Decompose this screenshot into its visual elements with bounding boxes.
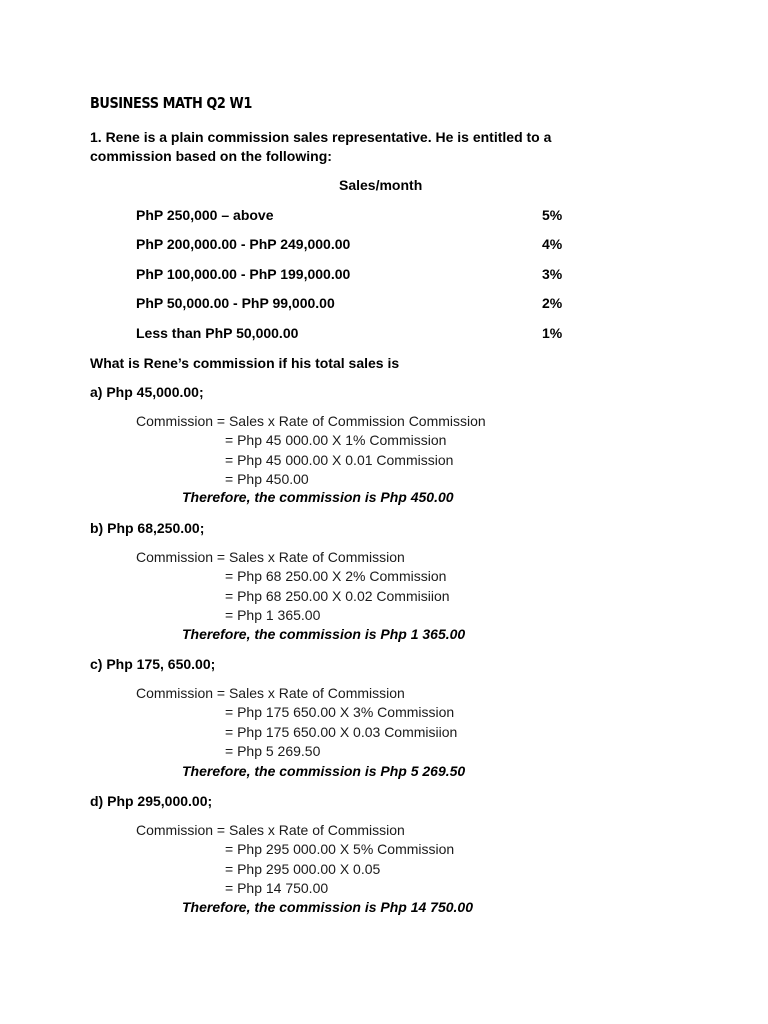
solution-line: = Php 295 000.00 X 5% Commission <box>225 841 455 858</box>
document-title: BUSINESS MATH Q2 W1 <box>90 94 252 112</box>
solution-line: = Php 175 650.00 X 0.03 Commisiion <box>225 723 458 740</box>
tier-range: PhP 50,000.00 - PhP 99,000.00 <box>136 295 335 311</box>
solution-line: = Php 175 650.00 X 3% Commission <box>225 704 455 721</box>
conclusion: Therefore, the commission is Php 450.00 <box>182 489 454 505</box>
problem-label: a) Php 45,000.00; <box>90 384 204 400</box>
conclusion: Therefore, the commission is Php 14 750.00 <box>182 899 473 915</box>
solution-line: Commission = Sales x Rate of Commission <box>136 685 405 701</box>
solution-line: = Php 450.00 <box>225 470 309 487</box>
solution-line: = Php 1 365.00 <box>225 606 321 623</box>
solution-line: Commission = Sales x Rate of Commission <box>136 549 405 565</box>
solution-line: = Php 68 250.00 X 2% Commission <box>225 568 447 585</box>
table-header: Sales/month <box>339 177 423 193</box>
tier-range: PhP 200,000.00 - PhP 249,000.00 <box>136 236 351 252</box>
solution-line: = Php 45 000.00 X 1% Commission <box>225 432 447 449</box>
conclusion: Therefore, the commission is Php 5 269.50 <box>182 763 466 779</box>
tier-rate: 2% <box>542 295 563 311</box>
solution-steps <box>136 684 457 761</box>
solution-line: Commission = Sales x Rate of Commission Commission <box>136 413 486 429</box>
solution-line: = Php 45 000.00 X 0.01 Commission <box>225 451 454 468</box>
problem-label: b) Php 68,250.00; <box>90 520 205 536</box>
tier-range: PhP 250,000 – above <box>136 207 274 223</box>
intro-line-1: 1. Rene is a plain commission sales representative. He is entitled to a <box>90 129 552 145</box>
intro-line-2: commission based on the following: <box>90 148 332 164</box>
solution-steps <box>136 412 486 489</box>
solution-line: = Php 295 000.00 X 0.05 <box>225 860 381 877</box>
solution-steps <box>136 548 450 625</box>
problem-label: d) Php 295,000.00; <box>90 793 213 809</box>
solution-line: Commission = Sales x Rate of Commission <box>136 822 405 838</box>
solution-line: = Php 5 269.50 <box>225 742 321 759</box>
tier-rate: 4% <box>542 236 563 252</box>
solution-line: = Php 14 750.00 <box>225 879 329 896</box>
tier-rate: 1% <box>542 325 563 341</box>
tier-rate: 5% <box>542 207 563 223</box>
conclusion: Therefore, the commission is Php 1 365.00 <box>182 626 466 642</box>
solution-steps <box>136 821 454 898</box>
problem-label: c) Php 175, 650.00; <box>90 656 216 672</box>
solution-line: = Php 68 250.00 X 0.02 Commisiion <box>225 587 450 604</box>
tier-rate: 3% <box>542 266 563 282</box>
question-text: What is Rene’s commission if his total sales is <box>90 355 400 371</box>
tier-range: PhP 100,000.00 - PhP 199,000.00 <box>136 266 351 282</box>
problem-intro <box>90 128 551 166</box>
tier-range: Less than PhP 50,000.00 <box>136 325 299 341</box>
